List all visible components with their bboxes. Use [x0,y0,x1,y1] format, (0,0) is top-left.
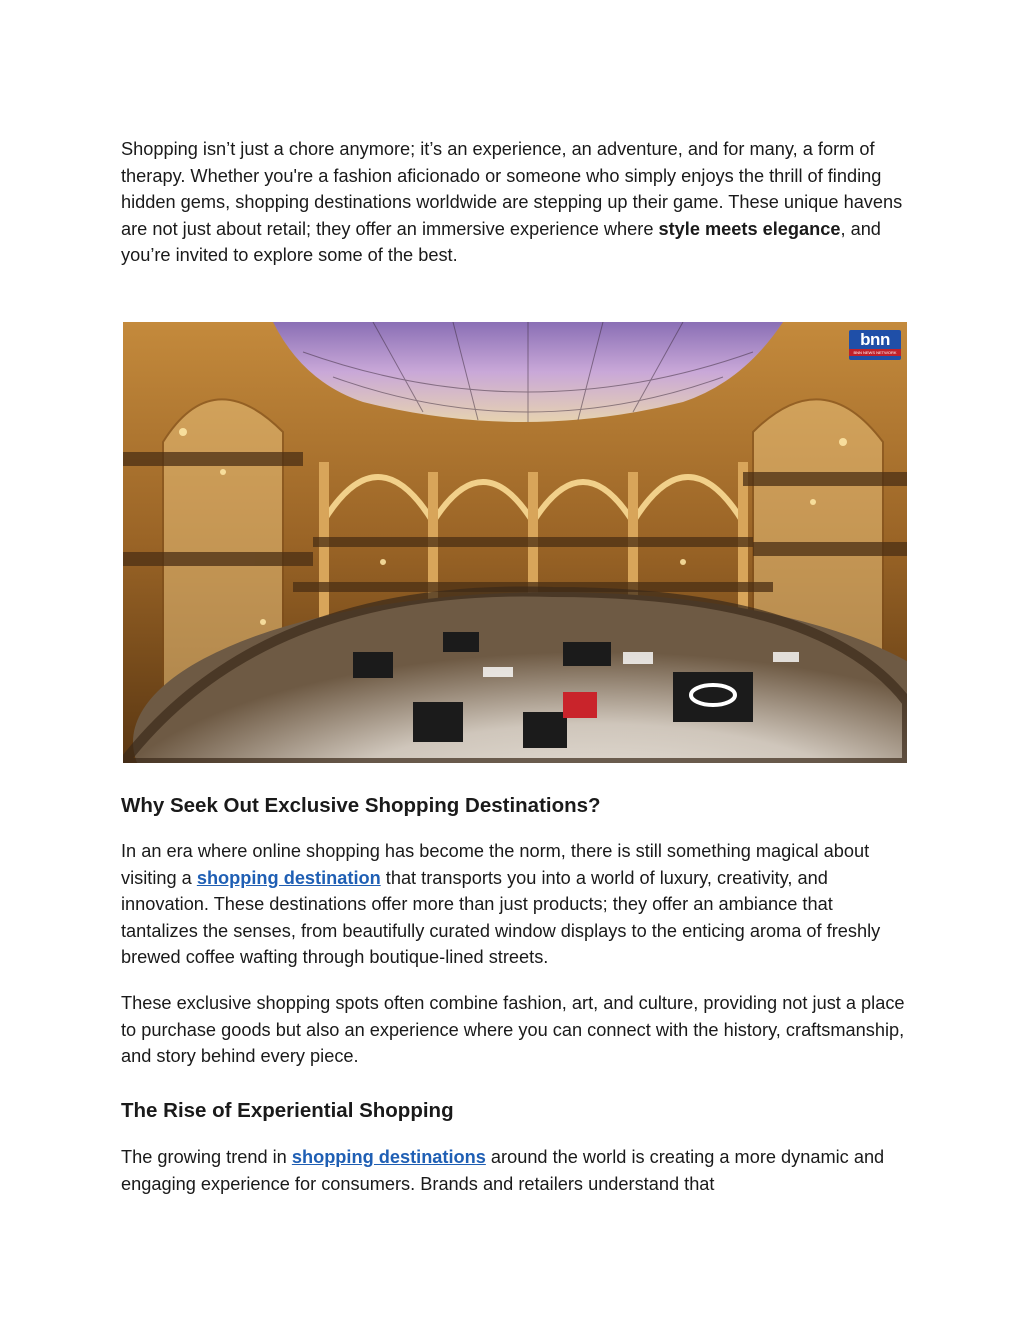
shopping-destinations-link[interactable]: shopping destinations [291,1147,486,1167]
rise-text-start: The growing trend in [121,1147,292,1167]
department-store-dome-illustration [123,322,907,763]
section-rise-paragraph-1 [121,1144,911,1197]
hero-image [123,322,907,763]
intro-paragraph [121,136,911,269]
intro-block [121,136,911,269]
bnn-logo [849,330,901,360]
intro-bold-phrase: style meets elegance [658,218,841,239]
section-why-paragraph-1 [121,838,911,971]
rise-text-end: around the world is creating a more dynamic and engaging experience for consumers. Brands and retailers understand that [121,1147,885,1194]
section-heading-why: Why Seek Out Exclusive Shopping Destinations? [121,794,601,817]
section-why-paragraph-2: These exclusive shopping spots often combine fashion, art, and culture, providing not just a place to purchase goods but also an experience where you can connect with the history, craftsmanship, and story behind every piece. [121,993,905,1067]
why-text-end: that transports you into a world of luxury, creativity, and innovation. These destinations offer more than just products; they offer an ambiance that tantalizes the senses, from beautifully curated window displays to the enticing aroma of freshly brewed coffee wafting through boutique-lined streets. [121,867,881,968]
shopping-destination-link[interactable]: shopping destination [196,867,381,888]
bnn-logo-mark: bnn [860,330,890,349]
bnn-logo-subtext: BNN NEWS NETWORK [849,349,901,356]
section-heading-rise: The Rise of Experiential Shopping [121,1099,454,1122]
intro-text-start: Shopping isn’t just a chore anymore; it’s an experience, an adventure, and for many, a form of therapy. Whether you're a fashion aficionado or someone who simply enjoys the thrill of finding hidden gems, shopping destinations worldwide are stepping up their game. These unique havens are not just about retail; they offer an immersive experience where [121,139,903,239]
why-text-start: In an era where online shopping has become the norm, there is still something magical about visiting a [121,841,870,888]
intro-text-end: , and you’re invited to explore some of the best. [121,218,881,266]
